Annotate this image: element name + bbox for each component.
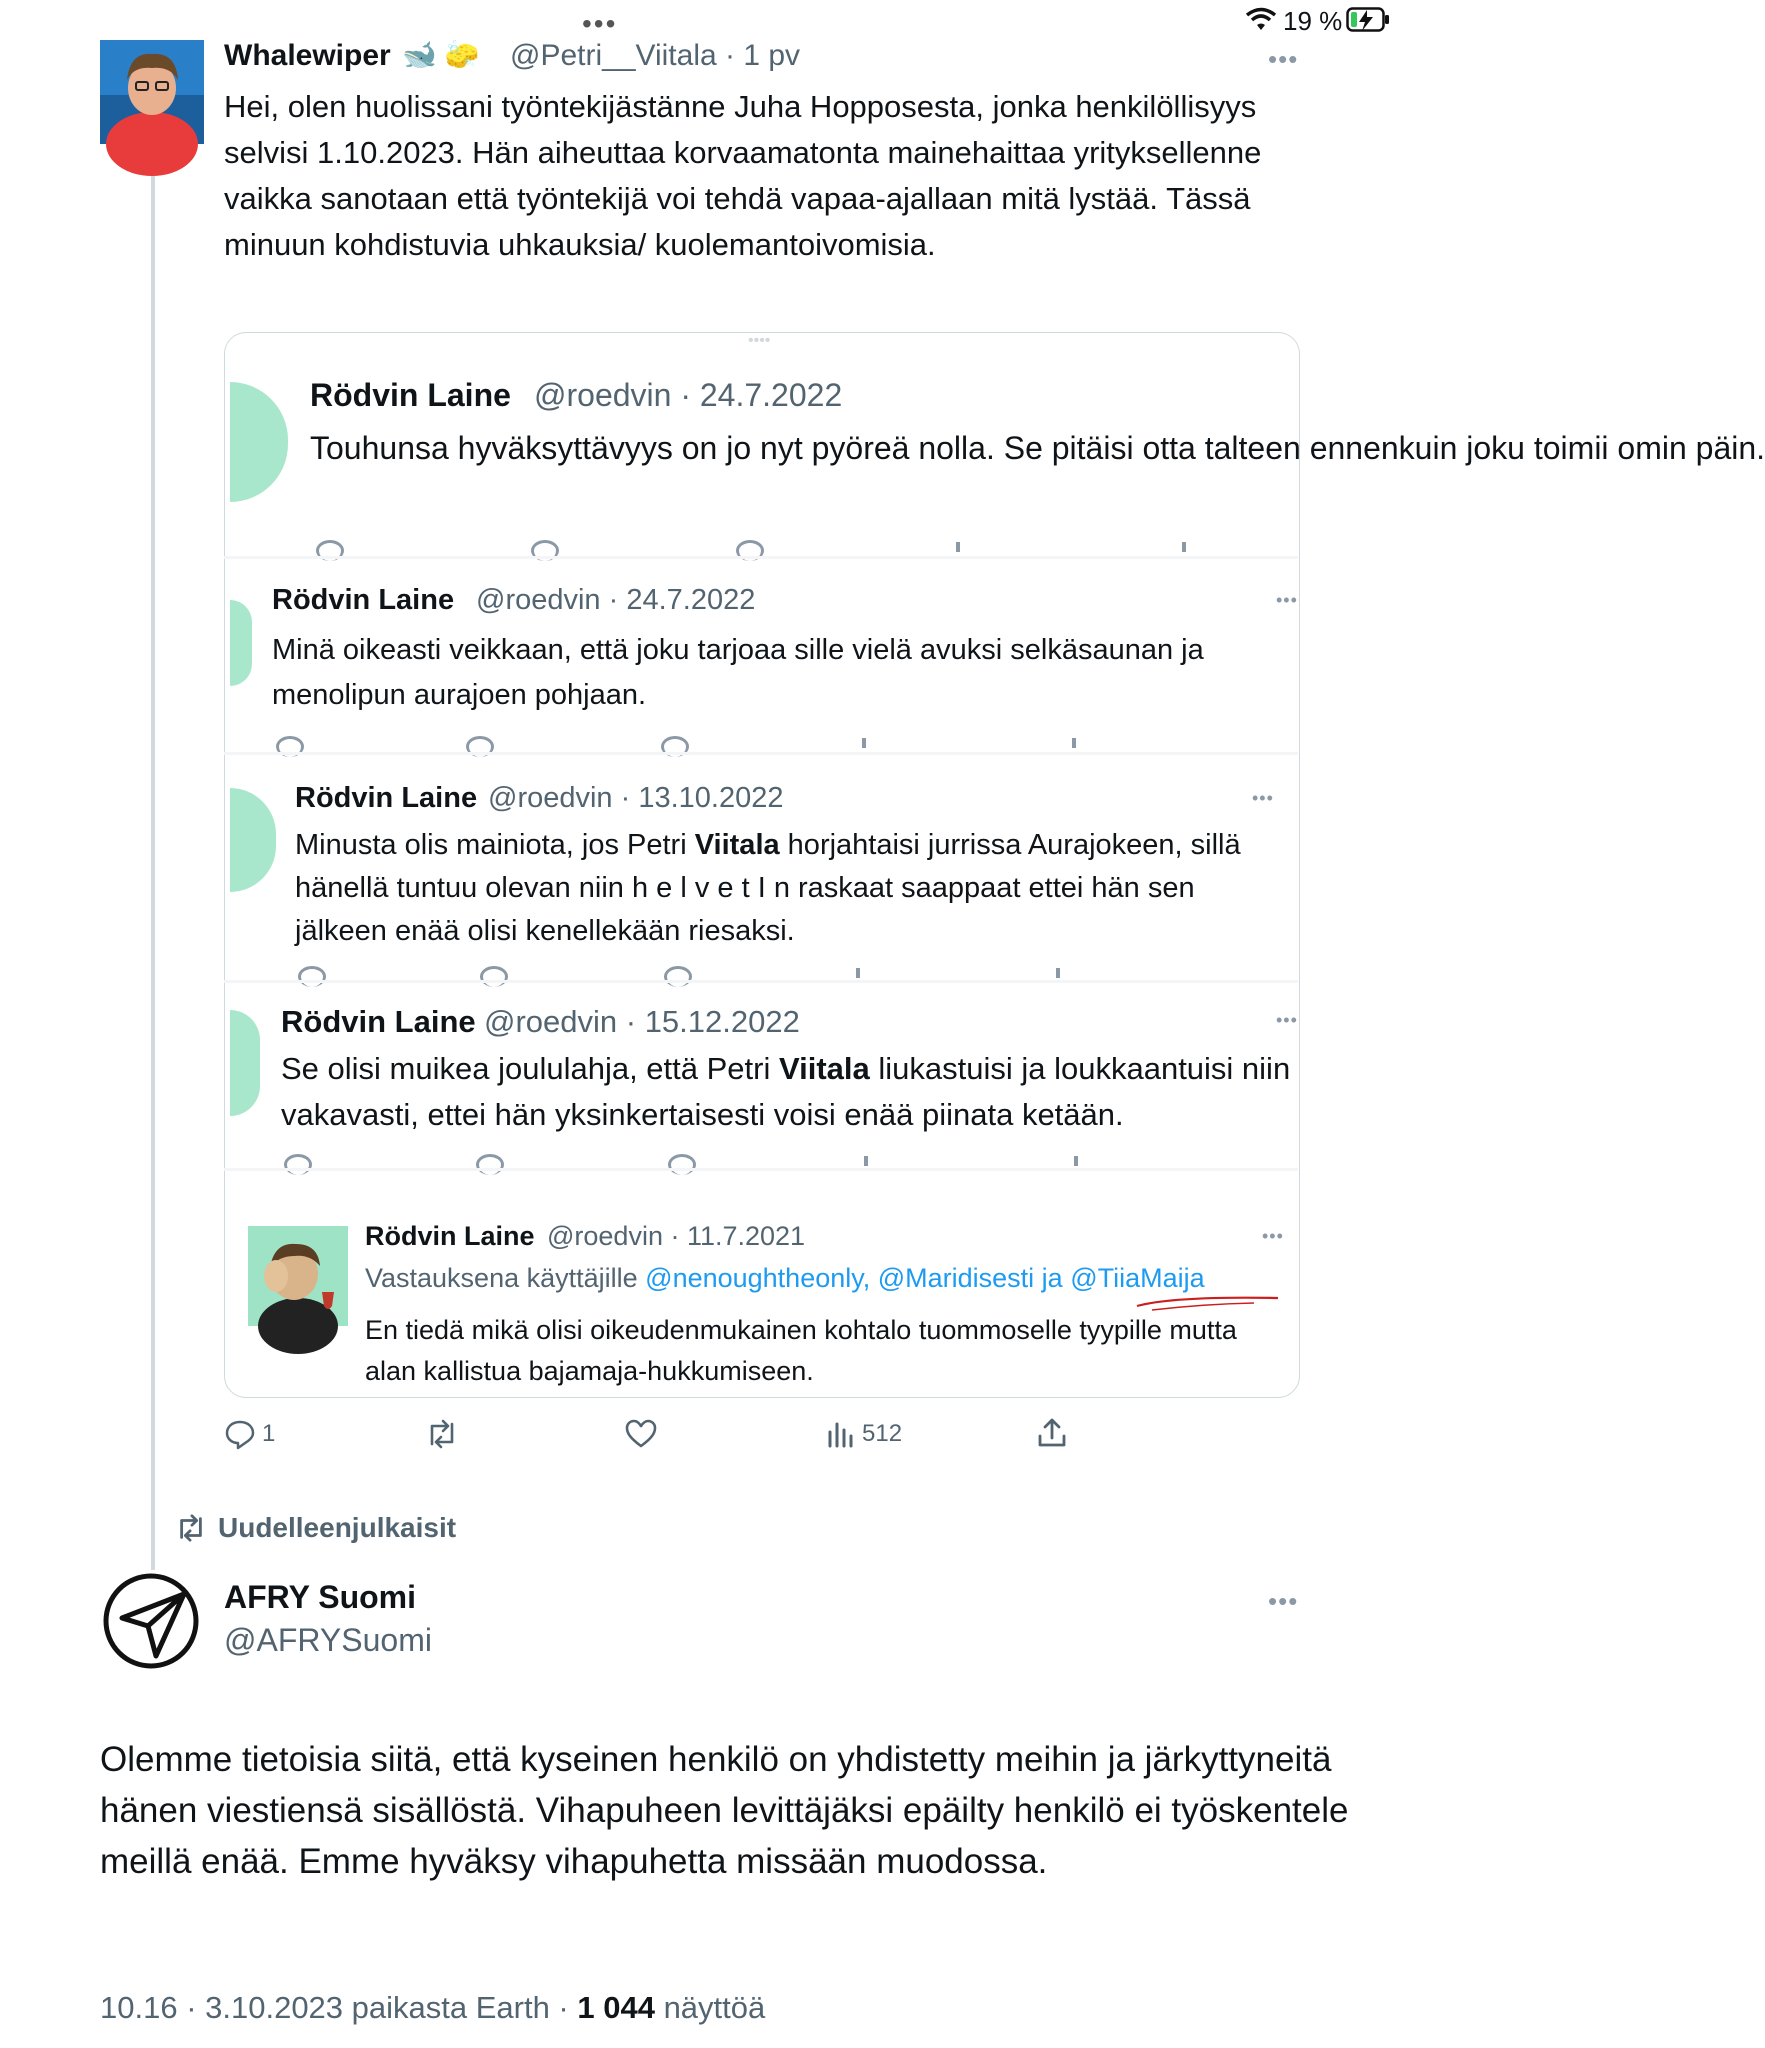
reposted-label: Uudelleenjulkaisit: [218, 1512, 457, 1543]
views-action[interactable]: [826, 1418, 902, 1450]
quote-text-part: horjahtaisi jurrissa Aurajokeen, sillä hänellä tuntuu olevan niin h e l v e t I n raskaat saappaat ettei hän sen jälkeen enää olisi kenellekään riesaksi.: [295, 829, 1241, 947]
afry-avatar[interactable]: [102, 1572, 200, 1670]
quote-meta: @roedvin · 24.7.2022: [476, 584, 756, 616]
quote-text-bold: Viitala: [778, 1051, 870, 1086]
repost-action[interactable]: [424, 1418, 460, 1450]
quote-meta: @roedvin · 24.7.2022: [534, 377, 843, 413]
battery-charging-icon: [1346, 6, 1390, 34]
heart-icon: [624, 1418, 658, 1450]
reply-author-name[interactable]: AFRY Suomi: [224, 1579, 417, 1615]
repost-icon: [174, 1513, 208, 1543]
quote-text-part: Minusta olis mainiota, jos Petri: [295, 829, 695, 861]
reply-prefix: Vastauksena käyttäjille: [365, 1263, 646, 1293]
reposted-row[interactable]: [174, 1512, 456, 1544]
reply-icon: [224, 1418, 256, 1450]
quote-text: [281, 1046, 1291, 1138]
views-count: 512: [862, 1420, 903, 1447]
quote-text-part: liukastuisi ja loukkaantuisi niin vakavasti, ettei hän yksinkertaisesti voisi enää piinata ketään.: [281, 1051, 1291, 1132]
quote-text: Touhunsa hyväksyttävyys on jo nyt pyöreä nolla. Se pitäisi otta talteen ennenkuin joku toimii omin päin.: [310, 430, 1765, 466]
quote-author-name: Rödvin Laine: [295, 782, 478, 814]
footer-views-label: näyttöä: [654, 1990, 766, 2025]
quote-avatar-image: [248, 1226, 348, 1326]
tweet-text: Hei, olen huolissani työntekijästänne Juha Hopposesta, jonka henkilöllisyys selvisi 1.10.2023. Hän aiheuttaa korvaamatonta mainehaittaa yrityksellenne vaikka sanotaan että työntekijä voi tehdä vapaa-ajallaan mitä lystää. Tässä minuun kohdistuvia uhkauksia/ kuolemantoivomisia.: [224, 89, 1262, 262]
more-options-icon[interactable]: •••: [1268, 1586, 1299, 1616]
reply-author-handle[interactable]: @AFRYSuomi: [224, 1622, 432, 1658]
reply-count: 1: [262, 1420, 276, 1447]
battery-percent: 19 %: [1283, 6, 1343, 36]
reply-users: @nenoughtheonly, @Maridisesti ja @TiiaMaija: [645, 1263, 1205, 1293]
thread-line: [151, 150, 155, 1570]
repost-icon: [424, 1418, 460, 1450]
reply-action[interactable]: [224, 1418, 275, 1450]
quote-meta: @roedvin · 15.12.2022: [484, 1004, 800, 1039]
reply-text: Olemme tietoisia siitä, että kyseinen henkilö on yhdistetty meihin ja järkyttyneitä hänen viestiensä sisällöstä. Vihapuheen levittäjäksi epäilty henkilö ei työskentele meillä enää. Emme hyväksy vihapuhetta missään muodossa.: [100, 1740, 1349, 1881]
quote-text-bold: Viitala: [694, 829, 780, 861]
avatar-image: [100, 40, 204, 144]
cut-action-row: [298, 964, 1078, 978]
author-badges: 🐋 🧽: [402, 39, 480, 70]
more-options-icon: •••: [1262, 1226, 1284, 1246]
author-handle-time[interactable]: @Petri__Viitala · 1 pv: [510, 39, 801, 72]
multitask-dots[interactable]: •••: [582, 8, 618, 39]
more-options-icon[interactable]: •••: [1268, 44, 1299, 74]
author-name[interactable]: Whalewiper: [224, 39, 391, 72]
quote-text-part: Se olisi muikea joululahja, että Petri: [281, 1051, 779, 1086]
afry-logo-icon: [102, 1572, 200, 1670]
reply-footer: [100, 1990, 765, 2026]
quote-avatar: [230, 600, 252, 686]
quote-meta: @roedvin · 13.10.2022: [488, 782, 784, 814]
views-chart-icon: [826, 1418, 856, 1450]
like-action[interactable]: [624, 1418, 658, 1450]
footer-time-place: 10.16 · 3.10.2023 paikasta Earth ·: [100, 1990, 578, 2025]
quote-text: [295, 824, 1285, 953]
quote-text: En tiedä mikä olisi oikeudenmukainen kohtalo tuommoselle tyypille mutta alan kallistua bajamaja-hukkumiseen.: [365, 1315, 1237, 1386]
quote-author-name: Rödvin Laine: [281, 1004, 476, 1039]
quote-author-name: Rödvin Laine: [310, 377, 511, 413]
quote-author-name: Rödvin Laine: [365, 1221, 535, 1251]
share-icon: [1036, 1416, 1068, 1450]
quote-meta: @roedvin · 11.7.2021: [547, 1221, 806, 1251]
more-options-icon: •••: [1276, 590, 1298, 610]
quote-avatar: [248, 1226, 348, 1326]
cut-action-row: [284, 1152, 1094, 1166]
quote-grabber-dots: ••••: [748, 332, 771, 349]
quote-avatar: [230, 1010, 260, 1116]
more-options-icon: •••: [1252, 788, 1274, 808]
cut-action-row: [316, 538, 1196, 552]
quote-text: Minä oikeasti veikkaan, että joku tarjoaa sille vielä avuksi selkäsaunan ja menolipun aurajoen pohjaan.: [272, 634, 1204, 711]
quote-author-name: Rödvin Laine: [272, 584, 455, 616]
quote-reply-context: [365, 1263, 1205, 1294]
wifi-icon: [1246, 8, 1276, 32]
footer-views: 1 044: [577, 1990, 655, 2025]
avatar[interactable]: [100, 40, 204, 144]
share-action[interactable]: [1036, 1416, 1068, 1450]
cut-action-row: [276, 734, 1096, 748]
more-options-icon: •••: [1276, 1010, 1298, 1030]
